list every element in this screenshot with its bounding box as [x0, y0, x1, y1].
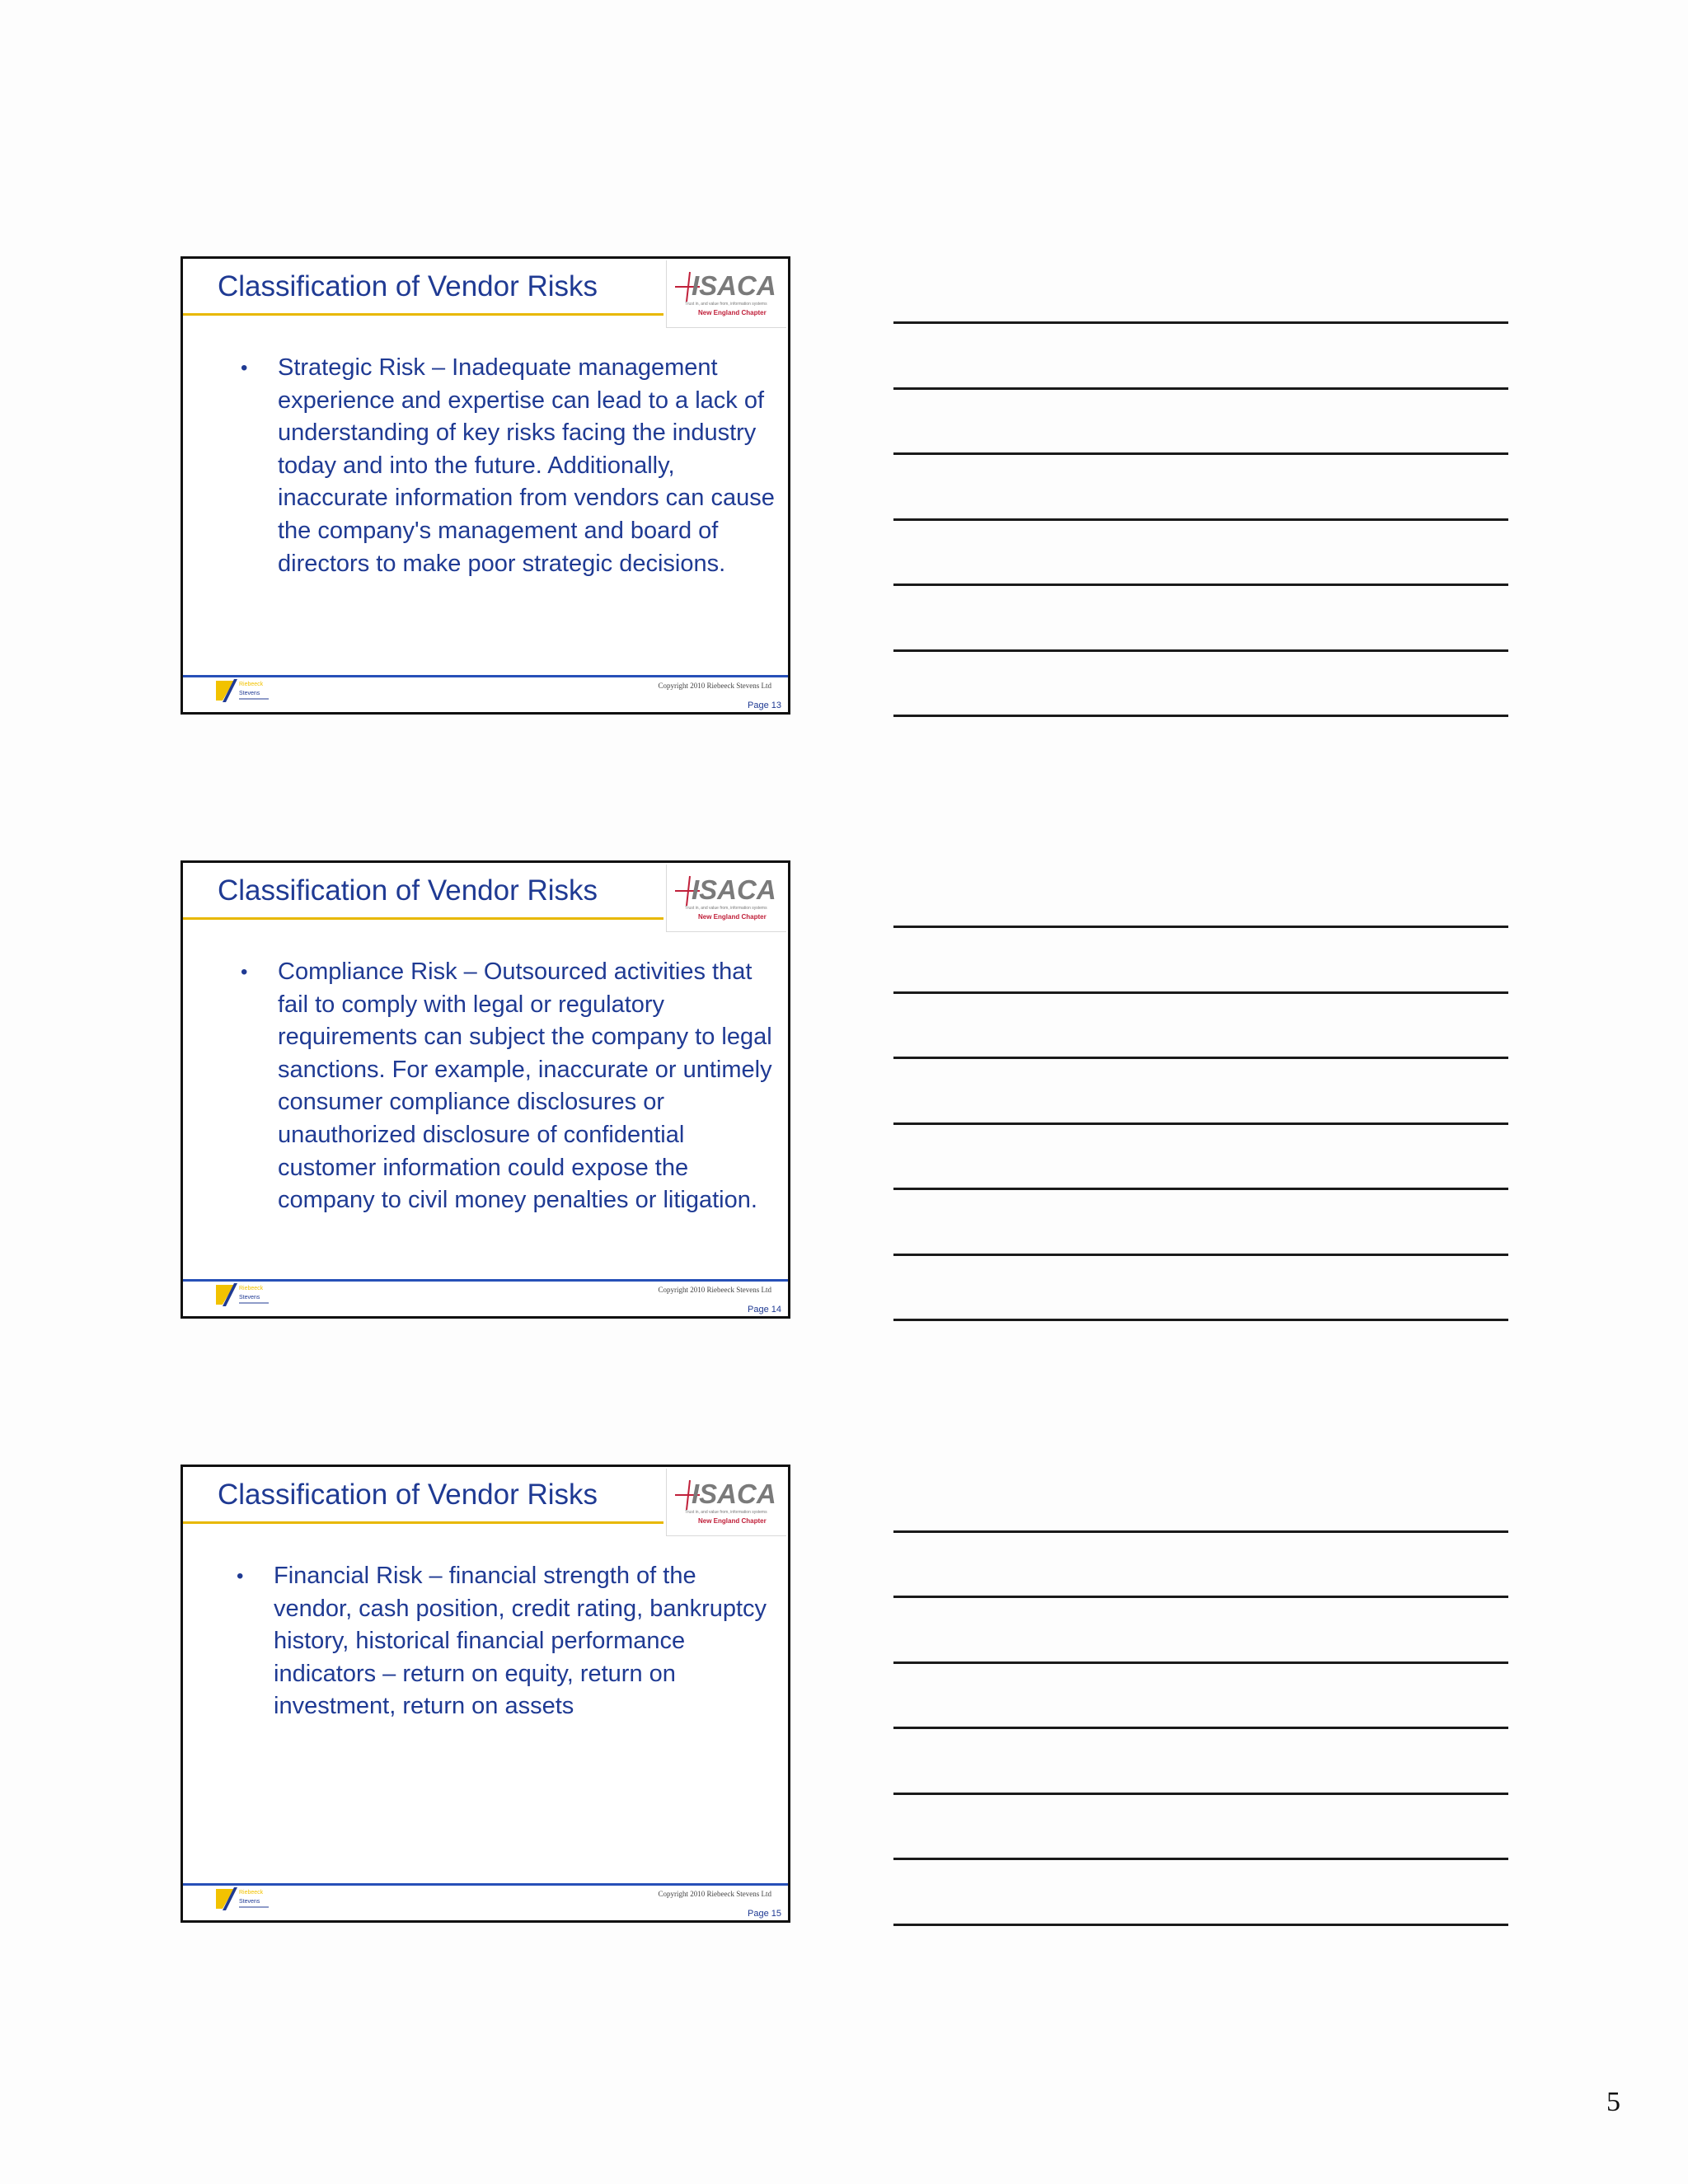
isaca-chapter: New England Chapter: [698, 309, 767, 316]
slide-14: [181, 860, 790, 1319]
note-line: [893, 1057, 1508, 1059]
title-underline: [183, 1521, 663, 1524]
riebeeck-stevens-logo: [216, 676, 270, 708]
note-line: [893, 1727, 1508, 1729]
bullet-icon: •: [237, 1565, 244, 1587]
slide-title: Classification of Vendor Risks: [218, 270, 598, 302]
title-underline: [183, 917, 663, 920]
isaca-chapter: New England Chapter: [698, 913, 767, 921]
bullet-item: [237, 1560, 772, 1723]
copyright-text: Copyright 2010 Riebeeck Stevens Ltd: [658, 1890, 771, 1898]
bullet-item: [241, 956, 776, 1217]
bullet-item: [241, 352, 776, 580]
isaca-logo: [666, 260, 786, 328]
bullet-text: Financial Risk – financial strength of the vendor, cash position, credit rating, bankruptcy history, historical financial performance indicators – return on equity, return on investment, return on assets: [274, 1563, 767, 1720]
note-line: [893, 1793, 1508, 1795]
bullet-text: Compliance Risk – Outsourced activities that fail to comply with legal or regulatory requirements can subject the company to legal sanctions. For example, inaccurate or untimely consumer compliance disclosures or unauthorized disclosure of confidential customer information could expose the company to civil money penalties or litigation.: [278, 958, 772, 1214]
note-line: [893, 1122, 1508, 1125]
svg-text:Stevens: Stevens: [239, 1295, 260, 1301]
svg-text:Riebeeck: Riebeeck: [239, 1890, 264, 1896]
note-line: [893, 518, 1508, 521]
slide-13: [181, 256, 790, 715]
note-line: [893, 452, 1508, 455]
copyright-text: Copyright 2010 Riebeeck Stevens Ltd: [658, 1286, 771, 1294]
note-line: [893, 1530, 1508, 1533]
bullet-text: Strategic Risk – Inadequate management experience and expertise can lead to a lack of understanding of key risks facing the industry today and into the future. Additionally, inaccurate information from vendors can cause the company's management and board of directors to make poor strategic decisions.: [278, 354, 775, 577]
note-line: [893, 649, 1508, 652]
note-line: [893, 583, 1508, 586]
slide-page-label: Page 14: [748, 1305, 781, 1315]
bullet-icon: •: [241, 357, 248, 379]
note-line: [893, 1858, 1508, 1860]
bullet-icon: •: [241, 961, 248, 983]
footer-rule: [183, 675, 788, 677]
note-line: [893, 991, 1508, 994]
slide-page-label: Page 13: [748, 701, 781, 710]
note-line: [893, 1661, 1508, 1664]
bullet-list: [241, 352, 776, 580]
riebeeck-stevens-logo: [216, 1280, 270, 1312]
slide-page-label: Page 15: [748, 1909, 781, 1919]
isaca-tagline: Trust in, and value from, information systems: [685, 906, 767, 911]
footer-rule: [183, 1279, 788, 1282]
note-line: [893, 1924, 1508, 1926]
isaca-chapter: New England Chapter: [698, 1517, 767, 1525]
note-line: [893, 1188, 1508, 1190]
isaca-wordmark: ISACA: [692, 270, 776, 301]
note-line: [893, 1596, 1508, 1598]
note-line: [893, 387, 1508, 390]
svg-text:Stevens: Stevens: [239, 691, 260, 696]
slide-title: Classification of Vendor Risks: [218, 874, 598, 907]
page-number: 5: [1606, 2087, 1620, 2117]
footer-rule: [183, 1883, 788, 1886]
title-underline: [183, 313, 663, 316]
isaca-logo: [666, 865, 786, 932]
note-line: [893, 926, 1508, 928]
svg-text:Stevens: Stevens: [239, 1899, 260, 1905]
copyright-text: Copyright 2010 Riebeeck Stevens Ltd: [658, 682, 771, 690]
isaca-logo: [666, 1469, 786, 1536]
isaca-tagline: Trust in, and value from, information systems: [685, 1510, 767, 1515]
isaca-wordmark: ISACA: [692, 1479, 776, 1509]
isaca-tagline: Trust in, and value from, information systems: [685, 302, 767, 307]
note-line: [893, 715, 1508, 717]
note-line: [893, 1254, 1508, 1256]
bullet-list: [241, 956, 776, 1217]
note-line: [893, 1319, 1508, 1321]
riebeeck-stevens-logo: [216, 1884, 270, 1916]
note-line: [893, 321, 1508, 324]
slide-title: Classification of Vendor Risks: [218, 1479, 598, 1511]
isaca-wordmark: ISACA: [692, 874, 776, 905]
slide-15: [181, 1465, 790, 1923]
bullet-list: [237, 1560, 772, 1723]
svg-text:Riebeeck: Riebeeck: [239, 682, 264, 687]
svg-text:Riebeeck: Riebeeck: [239, 1286, 264, 1291]
